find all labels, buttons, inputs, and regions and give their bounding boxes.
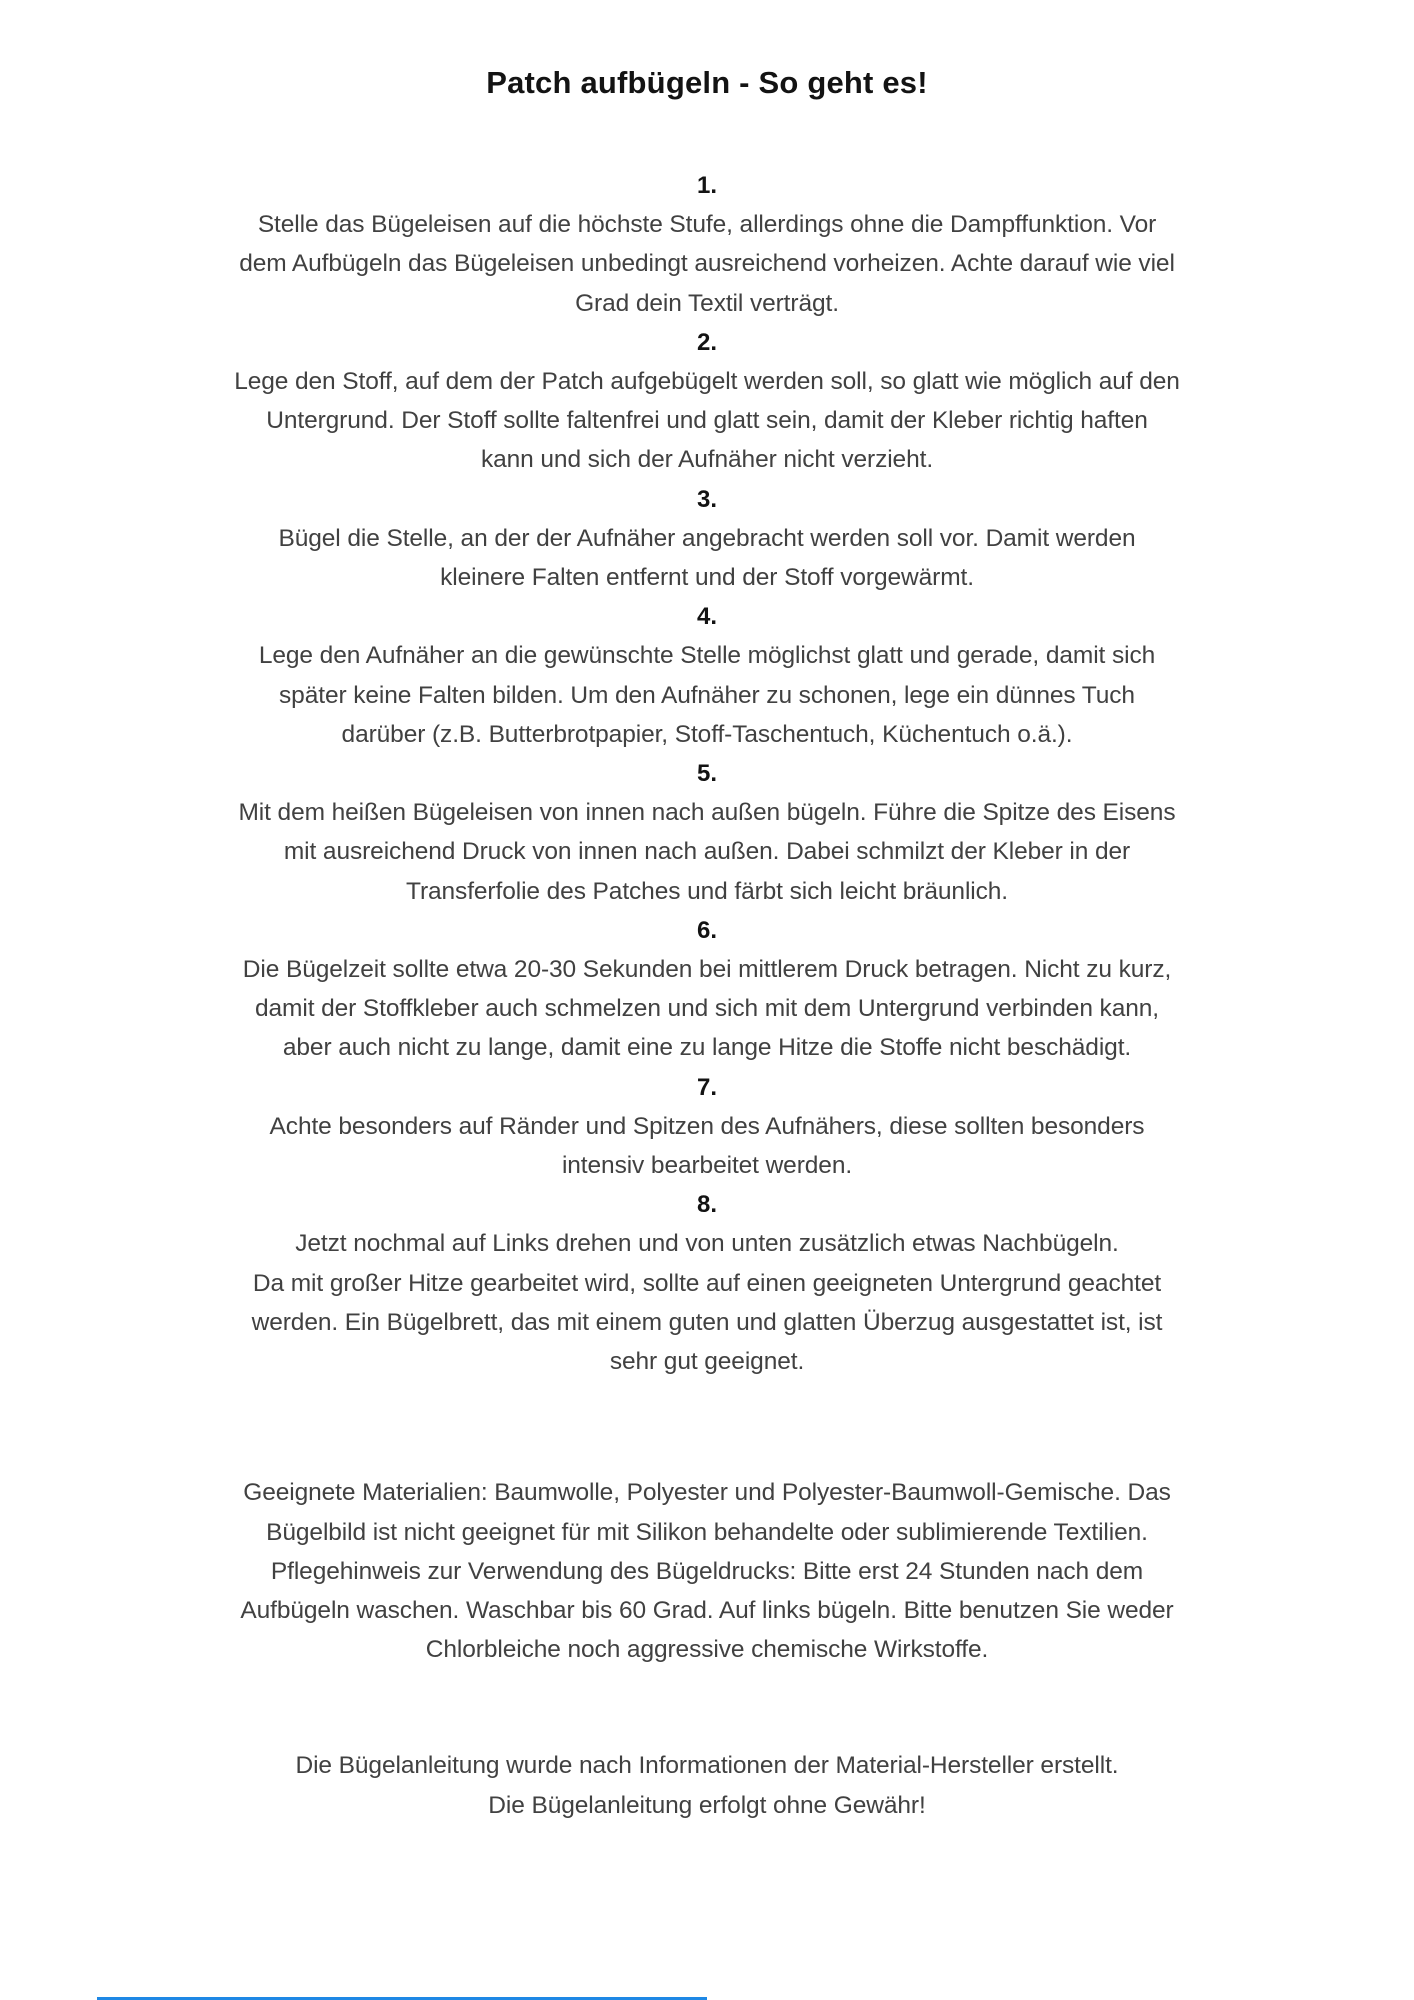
step-text-line: Transferfolie des Patches und färbt sich leicht bräunlich. xyxy=(405,877,1009,905)
disclaimer-note xyxy=(0,1746,1414,1824)
text-line: Pflegehinweis zur Verwendung des Bügeldrucks: Bitte erst 24 Stunden nach dem xyxy=(270,1557,1144,1585)
step-text-line: Achte besonders auf Ränder und Spitzen des Aufnähers, diese sollten besonders xyxy=(269,1112,1145,1140)
step-text-line: kleinere Falten entfernt und der Stoff vorgewärmt. xyxy=(440,564,974,592)
text-line: Chlorbleiche noch aggressive chemische Wirkstoffe. xyxy=(425,1636,989,1664)
steps-container xyxy=(0,166,1414,1381)
step-text-line: Mit dem heißen Bügeleisen von innen nach außen bügeln. Führe die Spitze des Eisens xyxy=(238,799,1176,827)
step-number: 1. xyxy=(696,172,717,199)
step-number: 3. xyxy=(696,485,717,513)
step-number: 4. xyxy=(696,603,717,631)
text-line: Die Bügelanleitung erfolgt ohne Gewähr! xyxy=(488,1791,926,1819)
step-text-line: Grad dein Textil verträgt. xyxy=(575,289,839,317)
step-number: 8. xyxy=(696,1191,717,1219)
step-text-line: intensiv bearbeitet werden. xyxy=(561,1152,853,1180)
step-text-line: Lege den Aufnäher an die gewünschte Stelle möglichst glatt und gerade, damit sich xyxy=(258,642,1156,670)
step-text-line: Jetzt nochmal auf Links drehen und von unten zusätzlich etwas Nachbügeln. xyxy=(295,1230,1119,1258)
step-text-line: später keine Falten bilden. Um den Aufnäher zu schonen, lege ein dünnes Tuch xyxy=(279,681,1135,709)
materials-note xyxy=(0,1473,1414,1669)
text-line: Bügelbild ist nicht geeignet für mit Silikon behandelte oder sublimierende Textilien. xyxy=(266,1518,1148,1546)
step-text-line: Die Bügelzeit sollte etwa 20-30 Sekunden bei mittlerem Druck betragen. Nicht zu kurz, xyxy=(242,956,1172,984)
step-text-line: Untergrund. Der Stoff sollte faltenfrei und glatt sein, damit der Kleber richtig haften xyxy=(266,407,1148,435)
step-number: 2. xyxy=(696,328,717,356)
step-number: 6. xyxy=(696,916,717,944)
step-text-line: darüber (z.B. Butterbrotpapier, Stoff-Taschentuch, Küchentuch o.ä.). xyxy=(341,720,1073,748)
step-text-line: dem Aufbügeln das Bügeleisen unbedingt ausreichend vorheizen. Achte darauf wie viel xyxy=(239,250,1175,278)
step-text-line: mit ausreichend Druck von innen nach außen. Dabei schmilzt der Kleber in der xyxy=(283,838,1131,866)
page-title: Patch aufbügeln - So geht es! xyxy=(486,65,928,100)
step-text-line: sehr gut geeignet. xyxy=(609,1348,805,1376)
step-text-line: werden. Ein Bügelbrett, das mit einem guten und glatten Überzug ausgestattet ist, ist xyxy=(251,1308,1163,1336)
step-text-line: aber auch nicht zu lange, damit eine zu lange Hitze die Stoffe nicht beschädigt. xyxy=(282,1034,1132,1062)
step-text-line: Lege den Stoff, auf dem der Patch aufgebügelt werden soll, so glatt wie möglich auf den xyxy=(234,368,1180,396)
text-line: Die Bügelanleitung wurde nach Informationen der Material-Hersteller erstellt. xyxy=(295,1752,1119,1780)
step-number: 7. xyxy=(696,1073,717,1101)
text-line: Aufbügeln waschen. Waschbar bis 60 Grad. Auf links bügeln. Bitte benutzen Sie weder xyxy=(240,1596,1174,1624)
step-number: 5. xyxy=(696,760,717,788)
step-text-line: Stelle das Bügeleisen auf die höchste Stufe, allerdings ohne die Dampffunktion. Vor xyxy=(257,211,1157,239)
step-text-line: Bügel die Stelle, an der der Aufnäher angebracht werden soll vor. Damit werden xyxy=(278,524,1136,552)
step-text-line: kann und sich der Aufnäher nicht verzieht. xyxy=(480,446,934,474)
step-text-line: Da mit großer Hitze gearbeitet wird, sollte auf einen geeigneten Untergrund geachtet xyxy=(252,1269,1162,1297)
step-text-line: damit der Stoffkleber auch schmelzen und sich mit dem Untergrund verbinden kann, xyxy=(255,995,1159,1023)
text-line: Geeignete Materialien: Baumwolle, Polyester und Polyester-Baumwoll-Gemische. Das xyxy=(243,1479,1171,1507)
